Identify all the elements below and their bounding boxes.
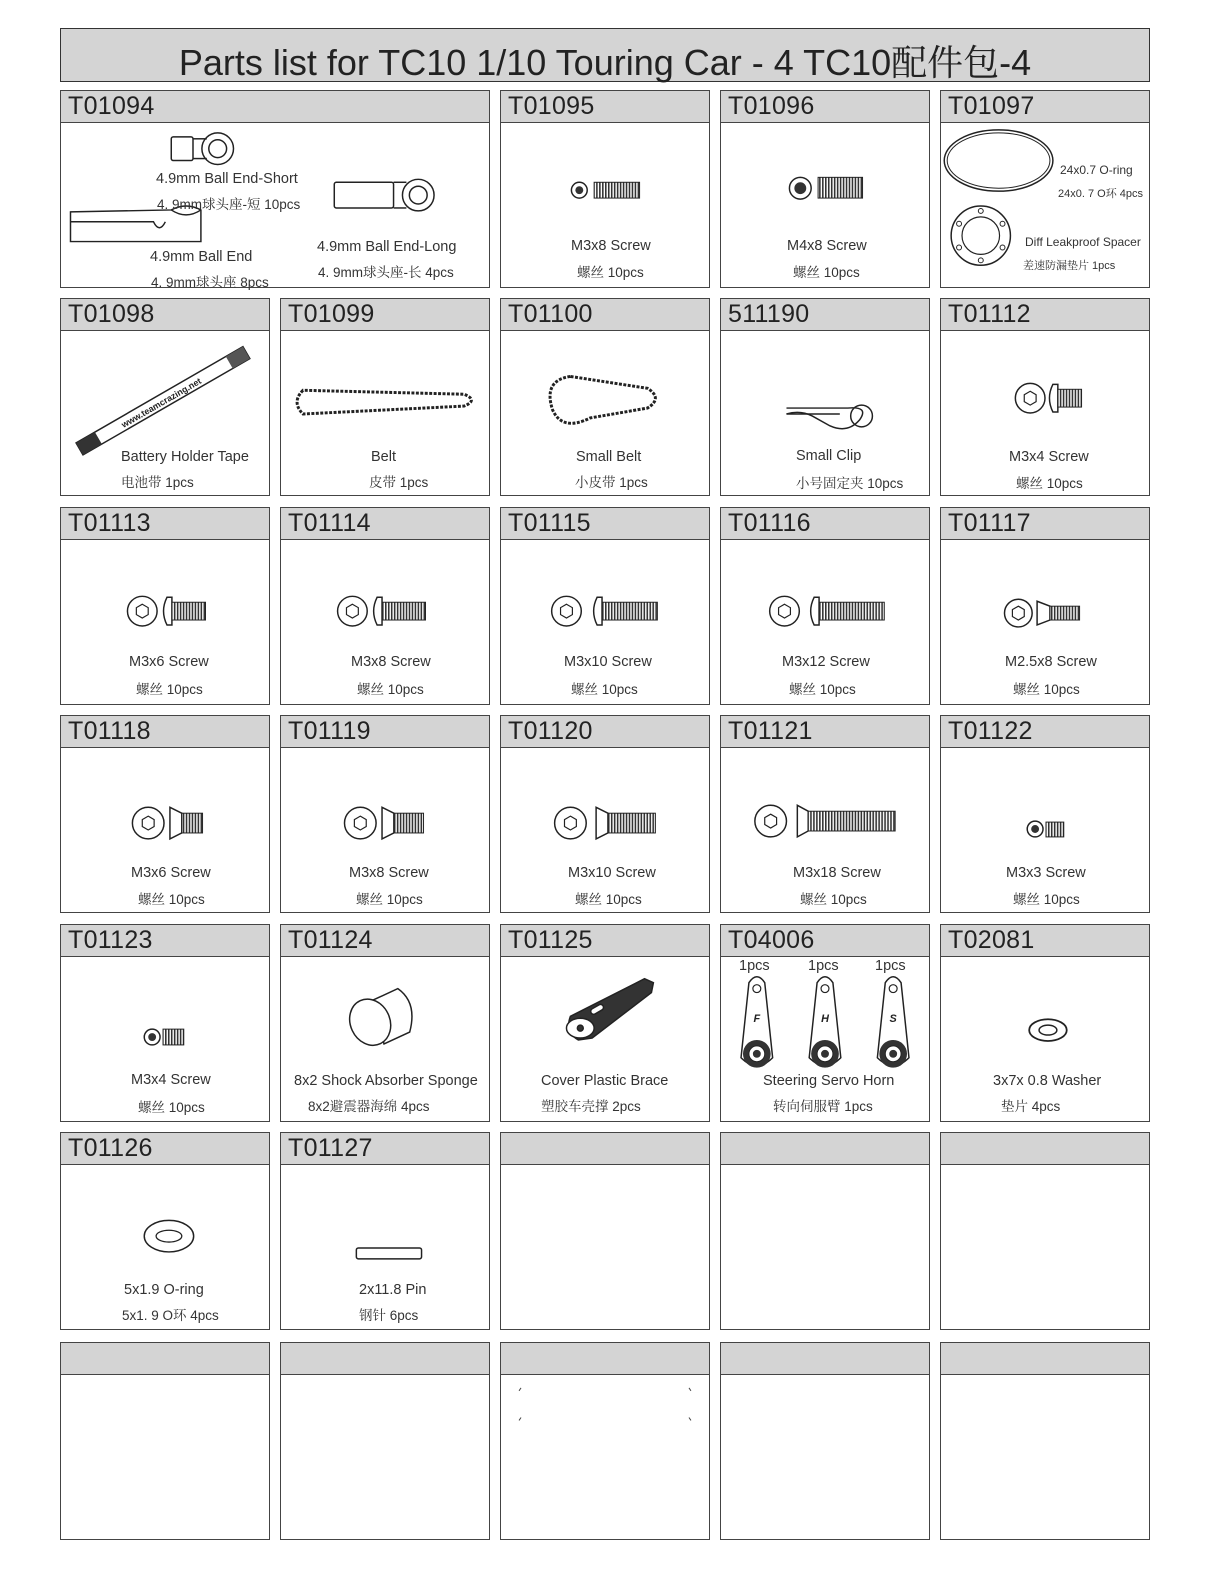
part-code-header	[721, 508, 929, 540]
part-qty: 螺丝 10pcs	[1013, 682, 1080, 697]
part-qty: 螺丝 10pcs	[571, 682, 638, 697]
empty-cell	[60, 1342, 270, 1540]
part-cell-T01113	[60, 507, 270, 705]
part-cell-T01122	[940, 715, 1150, 913]
part-code-header	[721, 91, 929, 123]
part-qty: 螺丝 10pcs	[138, 892, 205, 907]
part-qty: 皮带 1pcs	[369, 475, 429, 490]
oring-label: 24x0.7 O-ring	[1060, 163, 1133, 177]
part-qty: 小号固定夹 10pcs	[796, 476, 904, 491]
part-cell-T01100	[500, 298, 710, 496]
part-code-header	[281, 925, 489, 957]
stray-marks	[501, 1375, 709, 1539]
part-qty: 电池带 1pcs	[121, 475, 194, 490]
ball-end-long-label: 4.9mm Ball End-Long	[317, 239, 457, 255]
ball-end-cn: 4. 9mm球头座 8pcs	[151, 275, 269, 290]
empty-cell-header	[941, 1133, 1149, 1165]
part-code-header	[281, 508, 489, 540]
part-qty: 螺丝 10pcs	[356, 892, 423, 907]
part-code-header	[501, 91, 709, 123]
part-qty: 螺丝 10pcs	[357, 682, 424, 697]
part-cell-T01114	[280, 507, 490, 705]
horn-f-mark: F	[753, 1013, 761, 1026]
part-code-header	[721, 299, 929, 331]
part-name: M3x6 Screw	[129, 654, 209, 670]
part-cell-T01123	[60, 924, 270, 1122]
empty-cell-header	[281, 1343, 489, 1375]
part-code-header	[281, 299, 489, 331]
part-qty: 小皮带 1pcs	[575, 475, 648, 490]
part-code-header	[941, 508, 1149, 540]
part-name: Battery Holder Tape	[121, 449, 249, 465]
part-code: T01097	[948, 92, 1035, 120]
part-qty: 钢针 6pcs	[359, 1308, 419, 1323]
part-code: T01112	[948, 300, 1031, 328]
part-code: T01095	[508, 92, 595, 120]
part-name: M3x3 Screw	[1006, 865, 1086, 881]
part-code: T01094	[68, 92, 155, 120]
part-code: T01127	[288, 1134, 373, 1162]
part-code-header	[61, 716, 269, 748]
part-qty: 螺丝 10pcs	[136, 682, 203, 697]
part-qty: 螺丝 10pcs	[138, 1100, 205, 1115]
part-code-header	[61, 299, 269, 331]
ball-end-long-cn: 4. 9mm球头座-长 4pcs	[318, 265, 454, 280]
empty-cell	[720, 1132, 930, 1330]
part-name: Belt	[371, 449, 396, 465]
part-code-header	[61, 1133, 269, 1165]
page-title: Parts list for TC10 1/10 Touring Car - 4 TC10配件包-4	[178, 42, 1032, 83]
part-cell-T01117	[940, 507, 1150, 705]
part-name: Small Belt	[576, 449, 642, 465]
part-cell-T01126	[60, 1132, 270, 1330]
part-code-header	[721, 925, 929, 957]
part-code-header	[941, 716, 1149, 748]
part-qty: 8x2避震器海绵 4pcs	[308, 1099, 430, 1114]
part-cell-T01094	[60, 90, 490, 288]
part-qty: 螺丝 10pcs	[789, 682, 856, 697]
part-code-header	[501, 508, 709, 540]
part-cell-T02081	[940, 924, 1150, 1122]
spacer-label: Diff Leakproof Spacer	[1025, 235, 1141, 249]
part-code: T01120	[508, 717, 593, 745]
part-qty: 螺丝 10pcs	[1013, 892, 1080, 907]
part-qty: 螺丝 10pcs	[577, 265, 644, 280]
part-cell-T04006	[720, 924, 930, 1122]
part-qty: 螺丝 10pcs	[793, 265, 860, 280]
part-qty: 5x1. 9 O环 4pcs	[122, 1308, 219, 1323]
ball-end-short-label: 4.9mm Ball End-Short	[156, 171, 298, 187]
part-code-header	[281, 1133, 489, 1165]
empty-cell-header	[501, 1343, 709, 1375]
part-code: 511190	[728, 300, 810, 328]
horn-s-mark: S	[889, 1013, 897, 1026]
spacer-qty: 差速防漏垫片 1pcs	[1023, 260, 1116, 272]
part-code: T01100	[508, 300, 593, 328]
part-name: M3x12 Screw	[782, 654, 870, 670]
part-cell-T01121	[720, 715, 930, 913]
empty-cell	[280, 1342, 490, 1540]
empty-cell	[940, 1132, 1150, 1330]
part-code: T01124	[288, 926, 373, 954]
part-code-header	[721, 716, 929, 748]
part-cell-T01115	[500, 507, 710, 705]
screw-icon	[941, 331, 1149, 495]
ball-end-short-cn: 4. 9mm球头座-短 10pcs	[157, 197, 301, 212]
part-code: T01114	[288, 509, 371, 537]
part-name: M2.5x8 Screw	[1005, 654, 1097, 670]
ball-end-label: 4.9mm Ball End	[150, 249, 253, 265]
part-code-header	[501, 299, 709, 331]
empty-cell-header	[501, 1133, 709, 1165]
empty-cell-header	[941, 1343, 1149, 1375]
part-cell-T01112	[940, 298, 1150, 496]
part-qty: 螺丝 10pcs	[1016, 476, 1083, 491]
empty-cell-header	[721, 1133, 929, 1165]
part-name: M3x10 Screw	[568, 865, 656, 881]
part-code: T01126	[68, 1134, 153, 1162]
empty-cell	[500, 1132, 710, 1330]
part-name: Cover Plastic Brace	[541, 1073, 669, 1089]
part-code: T01099	[288, 300, 375, 328]
part-name: M3x8 Screw	[351, 654, 431, 670]
horn-h-mark: H	[821, 1013, 829, 1026]
part-code: T01119	[288, 717, 371, 745]
part-code-header	[61, 925, 269, 957]
part-cell-T01116	[720, 507, 930, 705]
clip-illustration	[721, 331, 929, 495]
empty-cell-header	[61, 1343, 269, 1375]
part-code-header	[61, 508, 269, 540]
part-cell-T01099	[280, 298, 490, 496]
part-name: 8x2 Shock Absorber Sponge	[294, 1073, 478, 1089]
part-code: T01113	[68, 509, 151, 537]
part-cell-511190	[720, 298, 930, 496]
part-qty: 螺丝 10pcs	[575, 892, 642, 907]
part-name: M3x4 Screw	[131, 1072, 211, 1088]
part-code: T02081	[948, 926, 1035, 954]
part-name: M3x18 Screw	[793, 865, 881, 881]
empty-cell	[940, 1342, 1150, 1540]
part-name: 5x1.9 O-ring	[124, 1282, 204, 1298]
part-code-header	[61, 91, 489, 123]
part-cell-T01098	[60, 298, 270, 496]
part-cell-T01127	[280, 1132, 490, 1330]
part-qty: 螺丝 10pcs	[800, 892, 867, 907]
part-code-header	[941, 299, 1149, 331]
part-code: T01123	[68, 926, 153, 954]
part-code: T01098	[68, 300, 155, 328]
part-cell-T01096	[720, 90, 930, 288]
part-name: M4x8 Screw	[787, 238, 867, 254]
part-qty: 垫片 4pcs	[1001, 1099, 1061, 1114]
horn-f-qty: 1pcs	[739, 958, 770, 974]
part-code: T01125	[508, 926, 593, 954]
part-code-header	[281, 716, 489, 748]
horn-h-qty: 1pcs	[808, 958, 839, 974]
title-bar	[60, 28, 1150, 82]
part-code: T01118	[68, 717, 151, 745]
oring-qty: 24x0. 7 O环 4pcs	[1058, 188, 1143, 200]
part-name: 2x11.8 Pin	[359, 1282, 427, 1298]
part-cell-T01095	[500, 90, 710, 288]
part-name: M3x4 Screw	[1009, 449, 1089, 465]
part-cell-T01119	[280, 715, 490, 913]
empty-cell	[500, 1342, 710, 1540]
part-name: Small Clip	[796, 448, 862, 464]
part-code: T01115	[508, 509, 591, 537]
part-cell-T01125	[500, 924, 710, 1122]
horn-s-qty: 1pcs	[875, 958, 906, 974]
empty-cell-header	[721, 1343, 929, 1375]
part-name: M3x6 Screw	[131, 865, 211, 881]
part-name: Steering Servo Horn	[763, 1073, 895, 1089]
part-cell-T01120	[500, 715, 710, 913]
part-code: T01096	[728, 92, 815, 120]
part-code-header	[501, 716, 709, 748]
part-code: T04006	[728, 926, 815, 954]
part-name: 3x7x 0.8 Washer	[993, 1073, 1102, 1089]
part-cell-T01124	[280, 924, 490, 1122]
part-qty: 转向伺服臂 1pcs	[773, 1099, 873, 1114]
part-name: M3x10 Screw	[564, 654, 652, 670]
part-code-header	[501, 925, 709, 957]
part-name: M3x8 Screw	[571, 238, 651, 254]
empty-cell	[720, 1342, 930, 1540]
part-code: T01117	[948, 509, 1031, 537]
tape-print-text: www.teamcrazing.net	[119, 375, 203, 430]
part-code: T01116	[728, 509, 811, 537]
part-name: M3x8 Screw	[349, 865, 429, 881]
part-cell-T01097	[940, 90, 1150, 288]
part-code-header	[941, 91, 1149, 123]
part-code: T01121	[728, 717, 813, 745]
part-code-header	[941, 925, 1149, 957]
part-qty: 塑胶车壳撑 2pcs	[541, 1099, 641, 1114]
part-code: T01122	[948, 717, 1033, 745]
part-cell-T01118	[60, 715, 270, 913]
